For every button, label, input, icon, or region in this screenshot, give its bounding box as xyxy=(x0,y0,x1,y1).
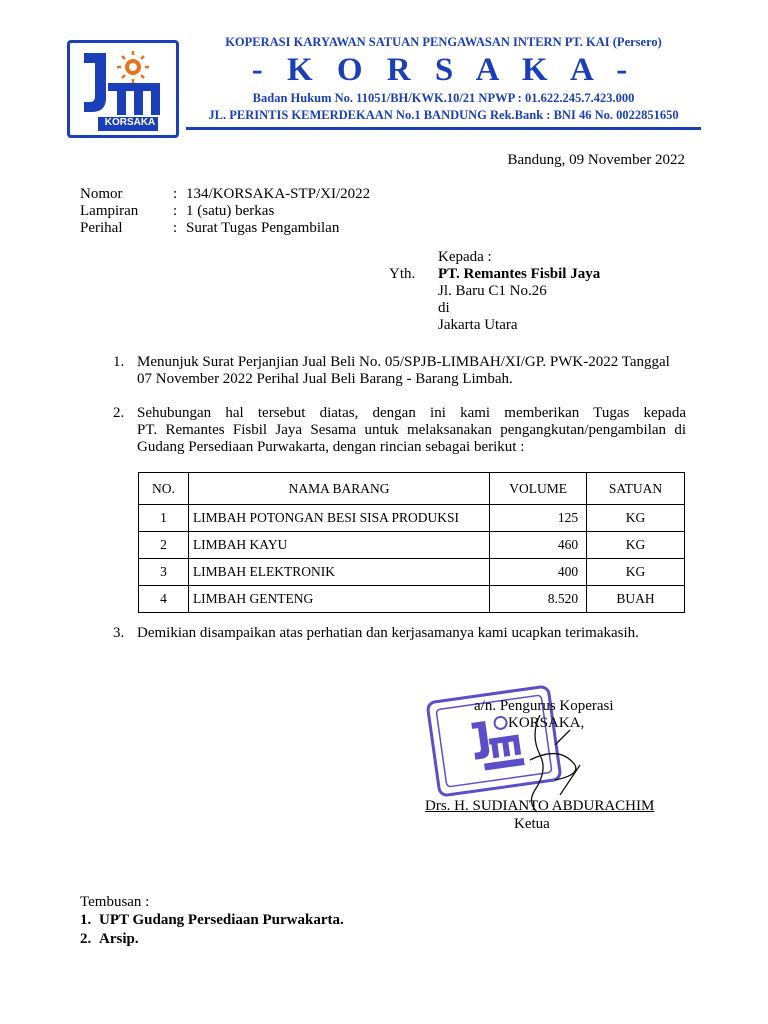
cell-volume: 400 xyxy=(490,559,587,586)
address-info: JL. PERINTIS KEMERDEKAAN No.1 BANDUNG Rek.Bank : BNI 46 No. 0022851650 xyxy=(208,108,679,122)
point-2-line-2: PT. Remantes Fisbil Jaya Sesama untuk melaksanakan pengangkutan/pengambilan di xyxy=(137,422,686,438)
table-row xyxy=(139,505,685,532)
meta-colon: : xyxy=(173,203,178,219)
cell-no: 2 xyxy=(139,532,189,559)
cell-no: 4 xyxy=(139,586,189,613)
table-header-row xyxy=(139,473,685,505)
signatory-title: Ketua xyxy=(514,816,550,832)
point-2-line-1: Sehubungan hal tersebut diatas, dengan ini kami memberikan Tugas kepada xyxy=(137,405,686,421)
cc-item: UPT Gudang Persediaan Purwakarta. xyxy=(99,912,344,928)
letterhead-divider xyxy=(186,127,701,130)
cc-number: 2. xyxy=(80,931,92,947)
cell-no: 1 xyxy=(139,505,189,532)
recipient-kepada: Kepada : xyxy=(438,249,492,265)
cell-nama-barang: LIMBAH ELEKTRONIK xyxy=(188,559,489,586)
recipient-city: Jakarta Utara xyxy=(438,317,518,333)
legal-info: Badan Hukum No. 11051/BH/KWK.10/21 NPWP : 01.622.245.7.423.000 xyxy=(252,91,635,105)
cell-volume: 8.520 xyxy=(490,586,587,613)
brand-name: - K O R S A K A - xyxy=(251,52,636,88)
header-satuan: SATUAN xyxy=(587,473,685,505)
cell-nama-barang: LIMBAH GENTENG xyxy=(188,586,489,613)
meta-value-nomor: 134/KORSAKA-STP/XI/2022 xyxy=(186,186,371,202)
cc-number: 1. xyxy=(80,912,92,928)
cell-satuan: KG xyxy=(587,505,685,532)
table-row xyxy=(139,559,685,586)
signatory-name: Drs. H. SUDIANTO ABDURACHIM xyxy=(425,798,655,814)
point-1-line-2: 07 November 2022 Perihal Jual Beli Barang - Barang Limbah. xyxy=(137,371,513,387)
recipient-di: di xyxy=(438,300,450,316)
meta-value-perihal: Surat Tugas Pengambilan xyxy=(186,220,340,236)
meta-colon: : xyxy=(173,220,178,236)
cc-label: Tembusan : xyxy=(80,894,150,910)
header-nama-barang: NAMA BARANG xyxy=(188,473,489,505)
recipient-yth: Yth. xyxy=(389,266,416,282)
cell-volume: 460 xyxy=(490,532,587,559)
meta-label-lampiran: Lampiran xyxy=(80,203,139,219)
table-row xyxy=(139,586,685,613)
cell-nama-barang: LIMBAH POTONGAN BESI SISA PRODUKSI xyxy=(188,505,489,532)
org-name: KOPERASI KARYAWAN SATUAN PENGAWASAN INTERN PT. KAI (Persero) xyxy=(225,35,662,49)
cell-no: 3 xyxy=(139,559,189,586)
recipient-street: Jl. Baru C1 No.26 xyxy=(438,283,547,299)
point-1-line-1: Menunjuk Surat Perjanjian Jual Beli No. 05/SPJB-LIMBAH/XI/GP. PWK-2022 Tanggal xyxy=(137,354,670,370)
recipient-name: PT. Remantes Fisbil Jaya xyxy=(438,266,601,282)
logo-text: KORSAKA xyxy=(104,117,156,128)
korsaka-logo xyxy=(67,40,179,138)
cell-satuan: KG xyxy=(587,559,685,586)
meta-label-perihal: Perihal xyxy=(80,220,123,236)
signature-on-behalf: a/n. Pengurus Koperasi xyxy=(474,698,614,714)
cc-item: Arsip. xyxy=(99,931,139,947)
cell-satuan: BUAH xyxy=(587,586,685,613)
signature-org: KORSAKA, xyxy=(508,715,585,731)
point-number: 3. xyxy=(113,625,125,641)
table-row xyxy=(139,532,685,559)
meta-label-nomor: Nomor xyxy=(80,186,123,202)
meta-value-lampiran: 1 (satu) berkas xyxy=(186,203,275,219)
point-number: 1. xyxy=(113,354,125,370)
letter-date: Bandung, 09 November 2022 xyxy=(507,152,685,168)
header-volume: VOLUME xyxy=(490,473,587,505)
point-number: 2. xyxy=(113,405,125,421)
cell-satuan: KG xyxy=(587,532,685,559)
items-table xyxy=(138,472,685,613)
point-3-line-1: Demikian disampaikan atas perhatian dan kerjasamanya kami ucapkan terimakasih. xyxy=(137,625,639,641)
cell-volume: 125 xyxy=(490,505,587,532)
cell-nama-barang: LIMBAH KAYU xyxy=(188,532,489,559)
header-no: NO. xyxy=(139,473,189,505)
point-2-line-3: Gudang Persediaan Purwakarta, dengan rincian sebagai berikut : xyxy=(137,439,525,455)
meta-colon: : xyxy=(173,186,178,202)
